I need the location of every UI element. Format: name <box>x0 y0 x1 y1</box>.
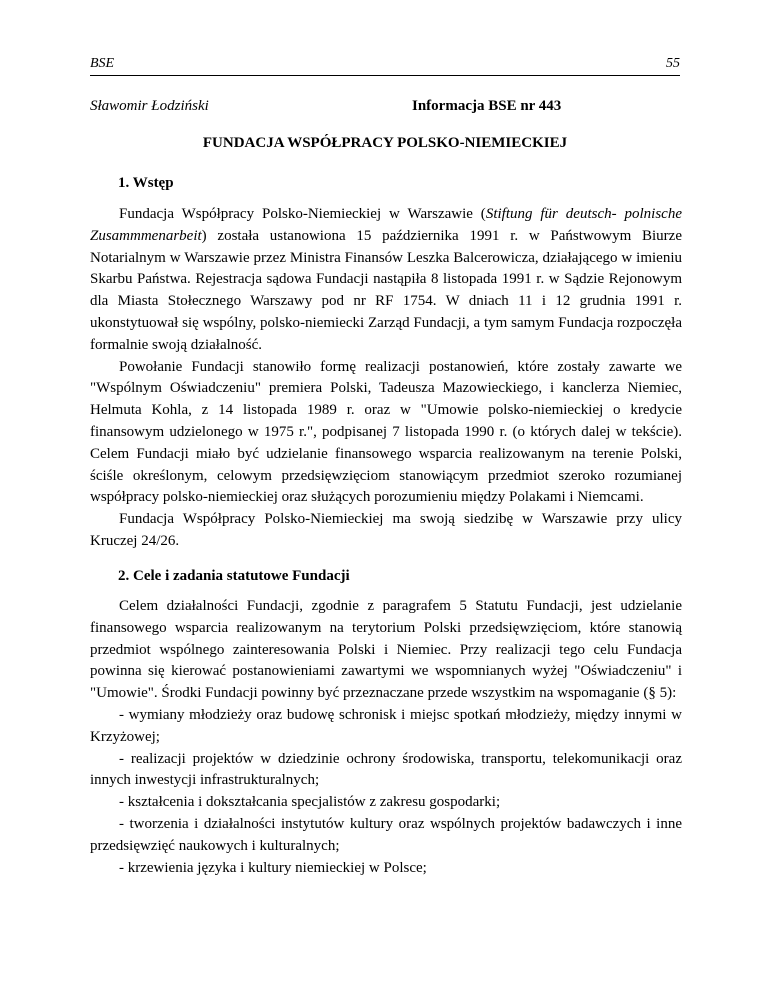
list-item: - krzewienia języka i kultury niemieckiej w Polsce; <box>119 859 427 876</box>
section-2-heading: 2. Cele i zadania statutowe Fundacji <box>118 568 350 584</box>
list-item: - tworzenia i działalności instytutów kultury oraz wspólnych projektów badawczych i inne przedsięwzięć naukowych i kulturalnych; <box>90 815 682 854</box>
page-title: FUNDACJA WSPÓŁPRACY POLSKO-NIEMIECKIEJ <box>202 135 568 151</box>
journal-name: BSE <box>90 56 115 71</box>
section-1-heading: 1. Wstęp <box>118 175 174 191</box>
list-item: - kształcenia i dokształcania specjalistów z zakresu gospodarki; <box>119 794 501 811</box>
paragraph: Powołanie Fundacji stanowiło formę realizacji postanowień, które zostały zawarte we "Wspólnym Oświadczeniu" premiera Polski, Tadeusza Mazowieckiego, i kanclerza Niemiec, Helmuta Kohla, z 14 listopada 1989 r. oraz w "Umowie polsko-niemieckiej o kredycie finansowym udzielonego w 1975 r.", podpisanej 7 listopada 1990 r. (o których dalej w tekście). Celem Fundacji miało być udzielanie finansowego wsparcia realizowanym na terenie Polski, ściśle określonym, celowym przedsięwzięciom stanowiącym przedmiot szeroko rozumianej współpracy polsko-niemieckiej oraz służących porozumieniu między Polakami i Niemcami. <box>90 358 682 506</box>
paragraph: Celem działalności Fundacji, zgodnie z paragrafem 5 Statutu Fundacji, jest udzielanie finansowego wsparcia realizowanym na terytorium Polski przedsięwzięciom, które stanowią przedmiot wspólnego zainteresowania Polski i Niemiec. Przy realizacji tego celu Fundacja powinna się kierować postanowieniami zawartymi we wspomnianych wyżej "Oświadczeniu" i "Umowie". Środki Fundacji powinny być przeznaczane przede wszystkim na wspomaganie (§ 5): <box>90 598 682 702</box>
page-number: 55 <box>666 56 680 71</box>
german-name: Stiftung für deutsch- polnische Zusammmenarbeit <box>90 206 682 244</box>
running-header <box>90 56 680 76</box>
list-item: - wymiany młodzieży oraz budowę schronisk i miejsc spotkań młodzieży, między innymi w Krzyżowej; <box>90 706 682 745</box>
report-number: Informacja BSE nr 443 <box>412 98 562 114</box>
paragraph: Fundacja Współpracy Polsko-Niemieckiej ma swoją siedzibę w Warszawie przy ulicy Kruczej 24/26. <box>90 511 682 549</box>
section-2-body <box>90 596 682 879</box>
author-name: Sławomir Łodziński <box>90 98 209 114</box>
section-1-body <box>90 204 682 553</box>
paragraph: Fundacja Współpracy Polsko-Niemieckiej w Warszawie (Stiftung für deutsch- polnische Zusammmenarbeit) została ustanowiona 15 października 1991 r. w Państwowym Biurze Notarialnym w Warszawie przez Ministra Finansów Leszka Balcerowicza, działającego w imieniu Skarbu Państwa. Rejestracja sądowa Fundacji nastąpiła 8 listopada 1991 r. w Sądzie Rejonowym dla Miasta Stołecznego Warszawy pod nr RF 1754. W dniach 11 i 12 grudnia 1991 r. ukonstytuował się wspólny, polsko-niemiecki Zarząd Fundacji, a tym samym Fundacja rozpoczęła formalnie swoją działalność. <box>90 206 682 353</box>
list-item: - realizacji projektów w dziedzinie ochrony środowiska, transportu, telekomunikacji oraz innych inwestycji infrastrukturalnych; <box>90 750 682 789</box>
